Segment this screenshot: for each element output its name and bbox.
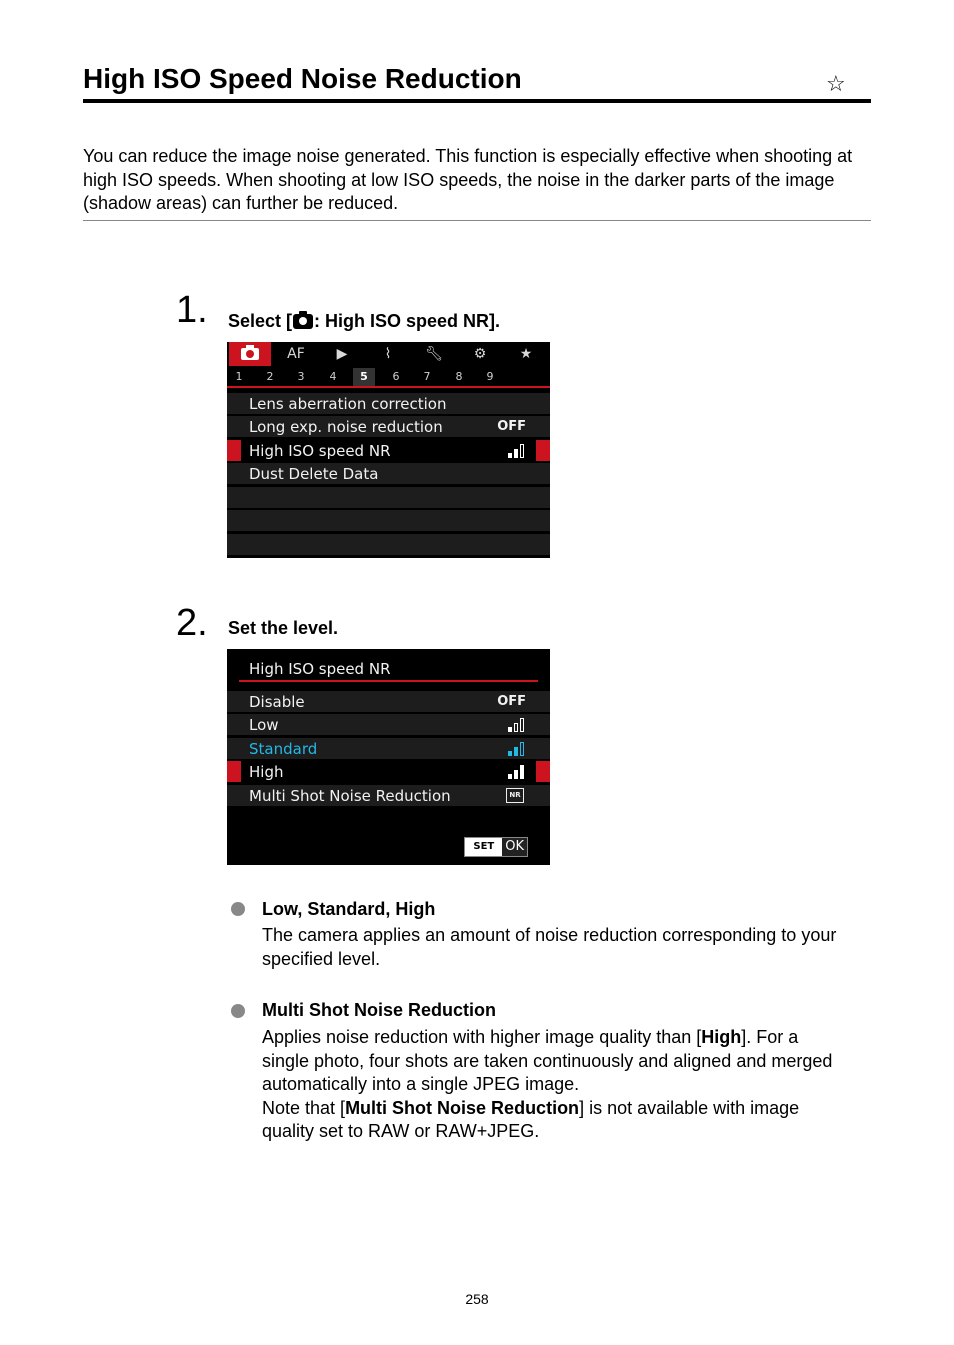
set-ok-button[interactable] [464, 837, 528, 857]
menu-item-high-iso-nr[interactable] [227, 440, 550, 462]
step-2-instruction: Set the level. [228, 618, 339, 638]
step-1-text-before: Select [ [228, 311, 293, 331]
body-text: Note that [ [262, 1097, 346, 1118]
level-low-icon [508, 718, 526, 732]
menu-page-numbers [227, 366, 550, 388]
body-bold: High [701, 1027, 742, 1047]
option-multi-shot-nr[interactable] [227, 785, 550, 807]
tab-playback[interactable] [321, 342, 363, 366]
tab-wireless[interactable] [367, 342, 409, 366]
option-high[interactable] [227, 761, 550, 783]
option-label: Disable [249, 693, 305, 711]
bullet-body-multi-shot [262, 1026, 842, 1144]
star-icon: ★ [519, 346, 533, 362]
page-number[interactable]: 9 [486, 370, 494, 383]
camera-menu-screen [227, 342, 550, 558]
page-number[interactable]: 6 [392, 370, 400, 383]
nr-level-screen [227, 649, 550, 865]
menu-item-long-exp-nr[interactable] [227, 416, 550, 438]
page-number[interactable]: 2 [266, 370, 274, 383]
body-bold: Multi Shot Noise Reduction [345, 1097, 580, 1118]
level-high-icon [508, 765, 526, 779]
body-text: Applies noise reduction with higher image quality than [ [262, 1027, 702, 1047]
page-number-active[interactable]: 5 [353, 368, 375, 386]
option-label: Multi Shot Noise Reduction [249, 787, 451, 805]
screen-title-underline [239, 680, 538, 682]
page-number[interactable]: 8 [455, 370, 463, 383]
option-label: High [249, 763, 284, 781]
intro-divider [83, 220, 871, 221]
menu-tab-bar [227, 342, 550, 366]
tab-custom[interactable] [459, 342, 501, 366]
set-label: SET [465, 838, 502, 856]
play-icon: ▶ [336, 346, 348, 362]
custom-functions-icon: ⚙ [473, 346, 487, 362]
option-low[interactable] [227, 714, 550, 736]
page-numbers-underline [227, 386, 550, 388]
tab-af[interactable] [275, 342, 317, 366]
wave-icon: ⌇ [384, 346, 392, 362]
step-2-number: 2. [176, 602, 208, 644]
tab-shooting[interactable] [229, 342, 271, 366]
page-title: High ISO Speed Noise Reduction [83, 63, 522, 94]
option-standard[interactable] [227, 738, 550, 760]
step-1-text-after: : High ISO speed NR]. [314, 311, 501, 331]
step-1-instruction [228, 310, 500, 332]
screen-title: High ISO speed NR [249, 660, 391, 678]
menu-item-lens-aberration[interactable] [227, 393, 550, 415]
option-disable[interactable] [227, 691, 550, 713]
menu-item-label: Long exp. noise reduction [249, 418, 443, 436]
page-number[interactable]: 1 [235, 370, 243, 383]
star-icon: ☆ [826, 71, 846, 96]
tab-my-menu[interactable] [505, 342, 547, 366]
bullet-body-levels: The camera applies an amount of noise reduction corresponding to your specified level. [262, 925, 837, 969]
menu-item-label: Lens aberration correction [249, 395, 447, 413]
camera-icon [241, 348, 259, 360]
bullet-heading-levels: Low, Standard, High [262, 899, 436, 919]
option-label: Low [249, 716, 279, 734]
menu-item-empty [227, 487, 550, 509]
tab-setup[interactable] [413, 342, 455, 366]
intro-paragraph: You can reduce the image noise generated. This function is especially effective when shooting at high ISO speeds. When shooting at low ISO speeds, the noise in the darker parts of the image (shadow areas) can further be reduced. [83, 146, 853, 213]
menu-item-empty [227, 534, 550, 556]
body-text: ]. For a single photo, four shots are taken continuously and aligned and merged automatically into a single JPEG image. [262, 1027, 833, 1094]
page-number[interactable]: 7 [423, 370, 431, 383]
menu-item-value: OFF [497, 419, 526, 434]
bullet-icon [231, 902, 245, 916]
option-value: OFF [497, 694, 526, 709]
menu-item-empty [227, 510, 550, 532]
level-standard-icon [508, 742, 526, 756]
bullet-heading-multi-shot: Multi Shot Noise Reduction [262, 1000, 496, 1020]
camera-icon [293, 314, 313, 329]
level-standard-icon [508, 444, 526, 458]
af-tab-label: AF [287, 346, 305, 362]
title-underline [83, 99, 871, 103]
step-1-number: 1. [176, 289, 208, 331]
selection-inner [241, 761, 536, 782]
bullet-icon [231, 1004, 245, 1018]
menu-item-label: Dust Delete Data [249, 465, 379, 483]
multi-shot-nr-icon: NR [506, 788, 524, 803]
body-text: ] is not available with image quality set to RAW or RAW+JPEG. [262, 1097, 800, 1141]
page-number[interactable]: 4 [329, 370, 337, 383]
page-number[interactable]: 3 [297, 370, 305, 383]
menu-item-label: High ISO speed NR [249, 442, 391, 460]
ok-label: OK [502, 838, 527, 856]
page-number-footer: 258 [465, 1291, 489, 1307]
wrench-icon: 🔧︎ [425, 346, 443, 362]
option-label: Standard [249, 740, 318, 758]
menu-item-dust-delete[interactable] [227, 463, 550, 485]
